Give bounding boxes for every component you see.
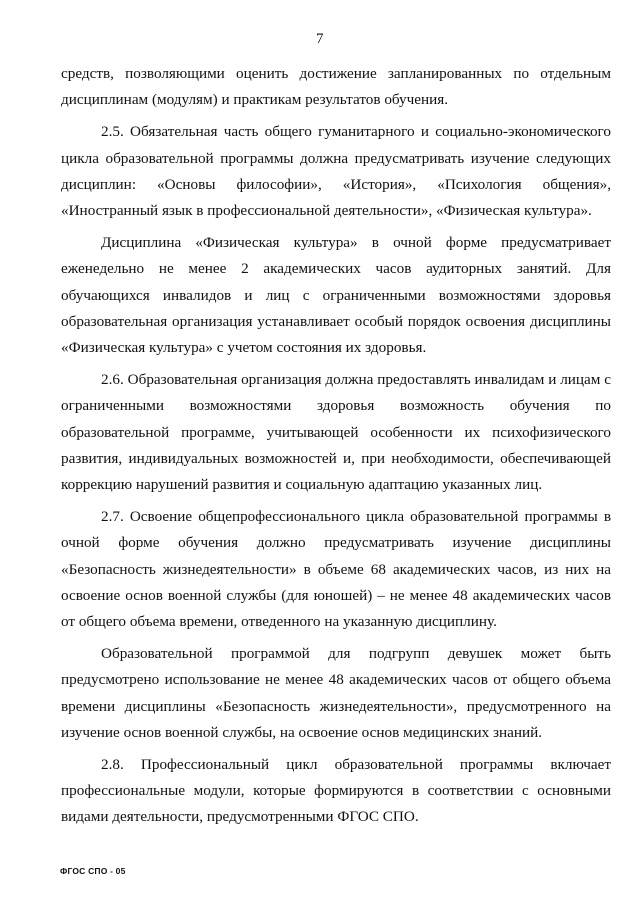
paragraph-2-7: 2.7. Освоение общепрофессионального цикла образовательной программы в очной форме обучения должно предусматривать изучение дисциплины «Безопасность жизнедеятельности» в объеме 68 академических часов, из них на освоение основ военной службы (для юношей) – не менее 48 академических часов от общего объема времени, отведенного на указанную дисциплину. xyxy=(61,508,611,631)
paragraph-girls-subgroups: Образовательной программой для подгрупп девушек может быть предусмотрено использование не менее 48 академических часов от общего объема времени дисциплины «Безопасность жизнедеятельности», предусмотренного на изучение основ военной службы, на освоение основ медицинских знаний. xyxy=(61,645,611,741)
footer-label: ФГОС СПО - 05 xyxy=(60,866,126,876)
paragraph-2-8: 2.8. Профессиональный цикл образовательной программы включает профессиональные модули, которые формируются в соответствии с основными видами деятельности, предусмотренными ФГОС СПО. xyxy=(61,756,611,826)
paragraph-physical-culture: Дисциплина «Физическая культура» в очной форме предусматривает еженедельно не менее 2 академических часов аудиторных занятий. Для обучающихся инвалидов и лиц с ограниченными возможностями здоровья образовательная организация устанавливает особый порядок освоения дисциплины «Физическая культура» с учетом состояния их здоровья. xyxy=(61,234,611,357)
page-number: 7 xyxy=(316,31,324,47)
paragraph-2-5: 2.5. Обязательная часть общего гуманитарного и социально-экономического цикла образовательной программы должна предусматривать изучение следующих дисциплин: «Основы философии», «История», «Психология общения», «Иностранный язык в профессиональной деятельности», «Физическая культура». xyxy=(61,123,611,220)
paragraph-continuation: средств, позволяющими оценить достижение запланированных по отдельным дисциплинам (модулям) и практикам результатов обучения. xyxy=(61,65,611,109)
paragraph-2-6: 2.6. Образовательная организация должна предоставлять инвалидам и лицам с ограниченными возможностями здоровья возможность обучения по образовательной программе, учитывающей особенности их психофизического развития, индивидуальных возможностей и, при необходимости, обеспечивающей коррекцию нарушений развития и социальную адаптацию указанных лиц. xyxy=(61,371,611,494)
document-body xyxy=(61,61,611,837)
